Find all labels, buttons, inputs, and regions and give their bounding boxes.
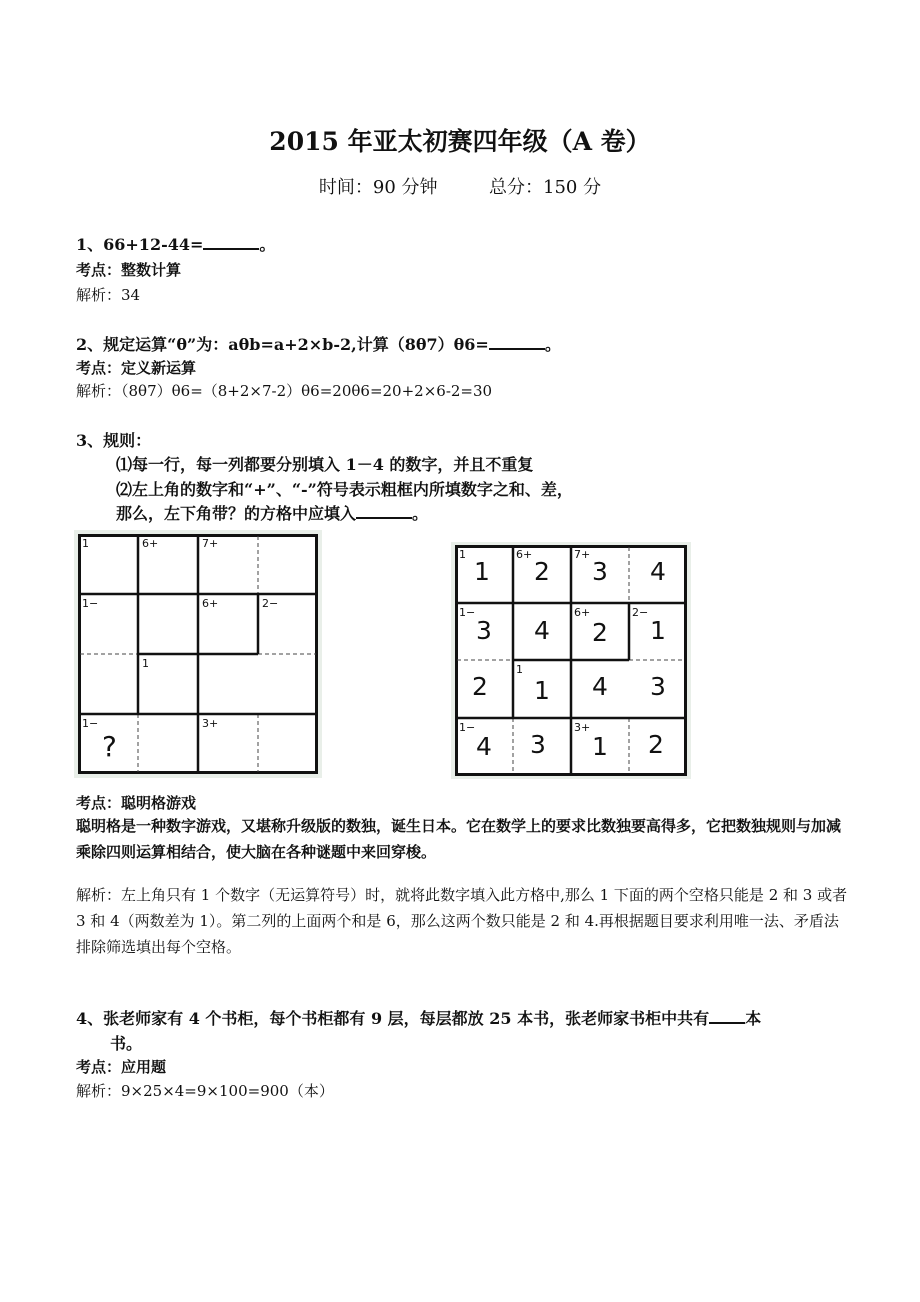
question-3-kaodian: 考点：聪明格游戏 — [76, 794, 197, 812]
solution-digit: 4 — [592, 672, 608, 701]
question-3-end: 。 — [412, 504, 429, 523]
cage-clue: 7+ — [574, 548, 591, 561]
cage-clue: 1 — [82, 537, 89, 550]
puzzle-grid — [78, 534, 318, 774]
solution-digit: 1 — [534, 676, 550, 705]
answer-blank — [356, 503, 412, 519]
cage-clue: 7+ — [202, 537, 219, 550]
answer-blank — [203, 234, 259, 250]
question-1-text: 1、66+12-44= — [76, 235, 204, 254]
solution-digit: 3 — [592, 557, 608, 586]
cage-clue: 6+ — [202, 597, 219, 610]
question-3-rule-3 — [116, 501, 428, 524]
cage-clue: 2− — [632, 606, 649, 619]
question-4-kaodian: 考点：应用题 — [76, 1058, 167, 1076]
cage-clue: 6+ — [574, 606, 591, 619]
question-3-jiexi: 解析：左上角只有 1 个数字（无运算符号）时，就将此数字填入此方格中,那么 1 下面的两个空格只能是 2 和 3 或者 3 和 4（两数差为 1）。第二列的上面两个和是 6，那么这两个数只能是 2 和 4.再根据题目要求利用唯一法、矛盾法排除筛选填出每个空格。 — [76, 886, 848, 956]
question-mark: ? — [102, 730, 117, 763]
exam-score: 总分：150 分 — [489, 177, 602, 198]
solution-digit: 3 — [530, 730, 546, 759]
question-1 — [76, 232, 275, 255]
cage-clue: 1− — [82, 597, 99, 610]
question-2-jiexi: 解析：（8θ7）θ6=（8+2×7-2）θ6=20θ6=20+2×6-2=30 — [76, 382, 493, 400]
answer-blank — [709, 1008, 745, 1024]
question-4 — [76, 1006, 761, 1029]
question-1-jiexi: 解析：34 — [76, 286, 141, 304]
solution-digit: 2 — [592, 618, 608, 647]
solution-digit: 1 — [592, 732, 608, 761]
question-3-rule-1: ⑴每一行，每一列都要分别填入 1－4 的数字，并且不重复 — [116, 455, 534, 474]
cage-clue: 1− — [459, 606, 476, 619]
solution-digit: 4 — [476, 732, 492, 761]
cage-clue: 3+ — [574, 721, 591, 734]
question-2-kaodian: 考点：定义新运算 — [76, 359, 197, 377]
cage-clue: 1 — [516, 663, 523, 676]
solution-grid — [455, 545, 687, 776]
solution-digit: 2 — [534, 557, 550, 586]
cage-clue: 2− — [262, 597, 279, 610]
solution-digit: 4 — [650, 557, 666, 586]
cage-clue: 6+ — [516, 548, 533, 561]
cage-clue: 1− — [82, 717, 99, 730]
cage-clue: 6+ — [142, 537, 159, 550]
page-title: 2015 年亚太初赛四年级（A 卷） — [269, 127, 651, 156]
cage-clue: 1 — [459, 548, 466, 561]
solution-digit: 4 — [534, 616, 550, 645]
question-3-description: 聪明格是一种数字游戏，又堪称升级版的数独，诞生日本。它在数学上的要求比数独要高得多，它把数独规则与加减乘除四则运算相结合，使大脑在各种谜题中来回穿梭。 — [76, 817, 842, 861]
question-1-end: 。 — [259, 235, 276, 254]
question-2 — [76, 332, 561, 355]
question-4-text: 4、张老师家有 4 个书柜，每个书柜都有 9 层，每层都放 25 本书，张老师家书柜中共有 — [76, 1009, 710, 1028]
question-3-rule-3-text: 那么，左下角带？的方格中应填入 — [116, 504, 357, 523]
question-3: 3、规则： — [76, 431, 152, 450]
solution-digit: 3 — [476, 616, 492, 645]
question-2-end: 。 — [544, 335, 561, 354]
solution-digit: 2 — [648, 730, 664, 759]
exam-info — [0, 173, 920, 199]
question-3-rule-2: ⑵左上角的数字和“+”、“-”符号表示粗框内所填数字之和、差， — [116, 480, 573, 499]
question-4-end: 本 — [745, 1009, 762, 1028]
question-4-end-line: 书。 — [110, 1034, 143, 1053]
cage-clue: 1− — [459, 721, 476, 734]
exam-time: 时间：90 分钟 — [318, 177, 438, 198]
solution-digit: 1 — [474, 557, 490, 586]
cage-clue: 3+ — [202, 717, 219, 730]
solution-digit: 3 — [650, 672, 666, 701]
question-2-text: 2、规定运算“θ”为：aθb=a+2×b-2,计算（8θ7）θ6= — [76, 335, 489, 354]
answer-blank — [489, 334, 545, 350]
solution-digit: 2 — [472, 672, 488, 701]
question-4-jiexi: 解析：9×25×4=9×100=900（本） — [76, 1082, 334, 1100]
solution-digit: 1 — [650, 616, 666, 645]
question-1-kaodian: 考点：整数计算 — [76, 261, 182, 279]
cage-clue: 1 — [142, 657, 149, 670]
